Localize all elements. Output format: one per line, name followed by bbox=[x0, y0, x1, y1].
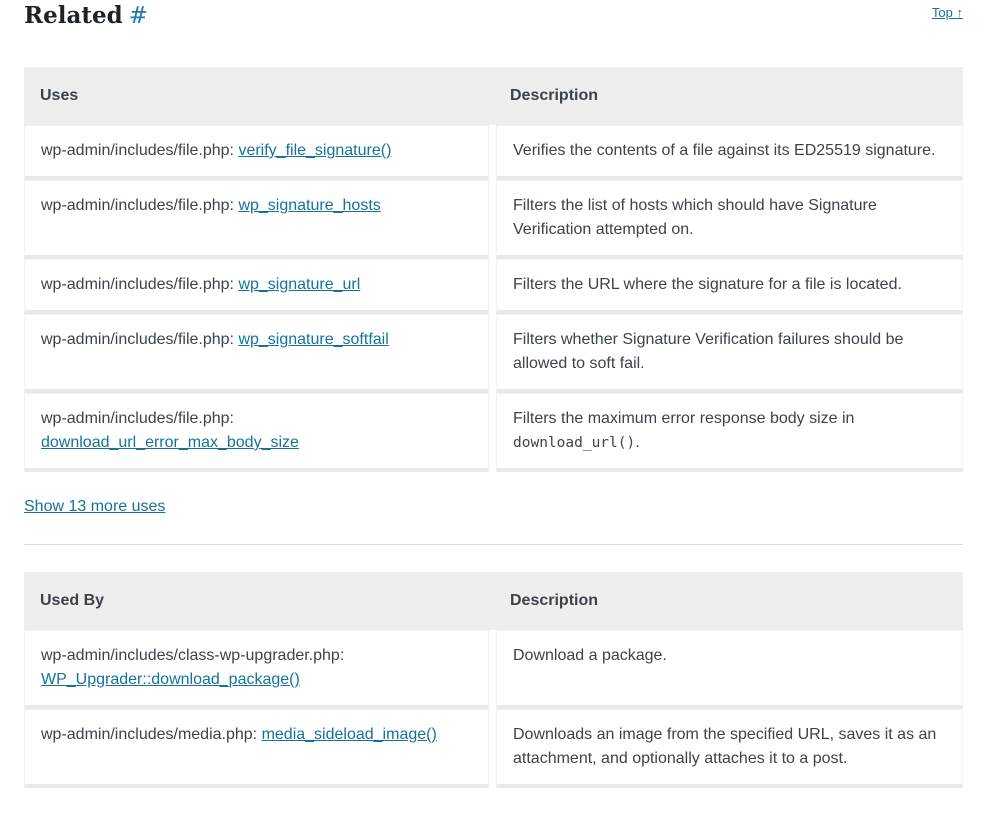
uses-link[interactable]: wp_signature_softfail bbox=[238, 331, 389, 348]
description-cell bbox=[496, 180, 963, 259]
inline-code: download_url() bbox=[513, 435, 636, 451]
description-text: Filters whether Signature Verification failures should be allowed to soft fail. bbox=[513, 331, 904, 372]
uses-cell bbox=[24, 393, 489, 472]
description-text: Downloads an image from the specified URL, saves it as an attachment, and optionally attaches it to a post. bbox=[513, 726, 937, 767]
description-text: Verifies the contents of a file against its ED25519 signature. bbox=[513, 142, 936, 159]
description-cell bbox=[496, 314, 963, 393]
table-row bbox=[24, 393, 963, 472]
source-file: wp-admin/includes/file.php: bbox=[41, 410, 234, 427]
used-by-column-header: Used By bbox=[40, 592, 105, 609]
description-column-header: Description bbox=[510, 592, 599, 609]
heading-anchor-link[interactable]: # bbox=[128, 3, 149, 29]
uses-column-header: Uses bbox=[40, 87, 79, 104]
description-column-header: Description bbox=[510, 87, 599, 104]
uses-table-header bbox=[24, 67, 963, 125]
page-title bbox=[24, 2, 148, 31]
source-file: wp-admin/includes/class-wp-upgrader.php: bbox=[41, 647, 345, 664]
table-row bbox=[24, 709, 963, 788]
uses-link[interactable]: wp_signature_hosts bbox=[238, 197, 381, 214]
used-by-link[interactable]: media_sideload_image() bbox=[261, 726, 437, 743]
table-row bbox=[24, 125, 963, 180]
top-link[interactable]: Top ↑ bbox=[931, 5, 963, 20]
section-heading-row bbox=[24, 0, 963, 67]
table-row bbox=[24, 259, 963, 314]
table-row bbox=[24, 630, 963, 709]
description-text-suffix: . bbox=[635, 434, 640, 451]
table-row bbox=[24, 314, 963, 393]
uses-cell bbox=[24, 125, 489, 180]
description-cell bbox=[496, 259, 963, 314]
uses-link[interactable]: wp_signature_url bbox=[238, 276, 361, 293]
show-more-row bbox=[24, 495, 963, 519]
source-file: wp-admin/includes/file.php: bbox=[41, 331, 234, 348]
description-text: Filters the URL where the signature for a file is located. bbox=[513, 276, 902, 293]
description-text: Filters the list of hosts which should have Signature Verification attempted on. bbox=[513, 197, 877, 238]
used-by-cell bbox=[24, 630, 489, 709]
source-file: wp-admin/includes/file.php: bbox=[41, 142, 234, 159]
uses-cell bbox=[24, 314, 489, 393]
description-cell bbox=[496, 393, 963, 472]
table-row bbox=[24, 180, 963, 259]
uses-table bbox=[24, 67, 963, 472]
description-cell bbox=[496, 709, 963, 788]
source-file: wp-admin/includes/file.php: bbox=[41, 276, 234, 293]
used-by-link[interactable]: WP_Upgrader::download_package() bbox=[41, 671, 300, 688]
section-divider bbox=[24, 544, 963, 545]
description-cell bbox=[496, 125, 963, 180]
page-title-text: Related bbox=[24, 2, 123, 29]
uses-cell bbox=[24, 259, 489, 314]
source-file: wp-admin/includes/file.php: bbox=[41, 197, 234, 214]
description-text: Filters the maximum error response body size in bbox=[513, 410, 855, 427]
used-by-cell bbox=[24, 709, 489, 788]
uses-link[interactable]: verify_file_signature() bbox=[238, 142, 392, 159]
description-cell bbox=[496, 630, 963, 709]
used-by-table bbox=[24, 572, 963, 788]
used-by-table-header bbox=[24, 572, 963, 630]
description-text: Download a package. bbox=[513, 647, 667, 664]
uses-link[interactable]: download_url_error_max_body_size bbox=[41, 434, 299, 451]
show-more-uses-link[interactable]: Show 13 more uses bbox=[24, 498, 166, 515]
uses-cell bbox=[24, 180, 489, 259]
source-file: wp-admin/includes/media.php: bbox=[41, 726, 258, 743]
